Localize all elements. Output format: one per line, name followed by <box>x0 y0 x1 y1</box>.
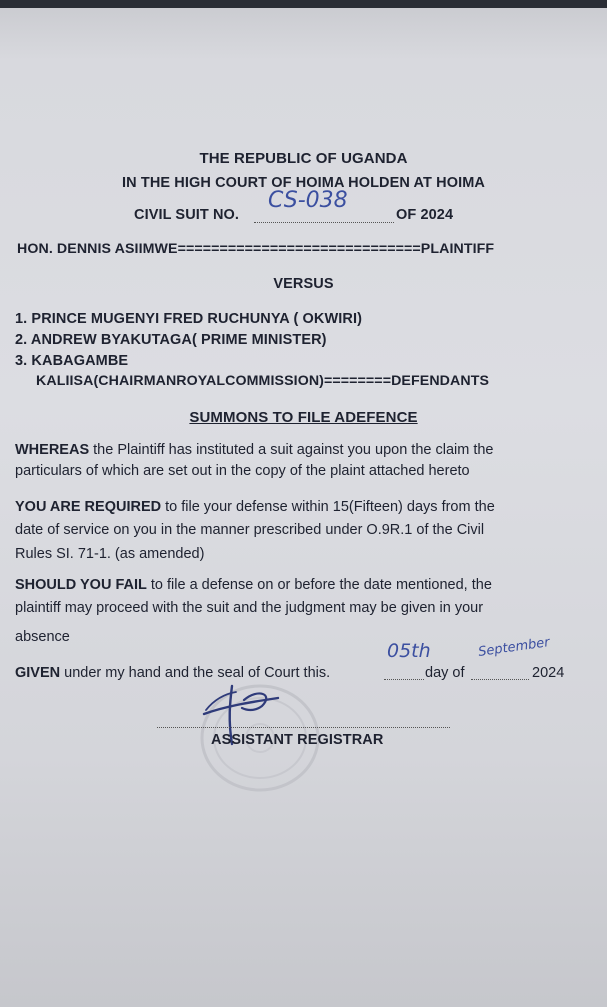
civil-suit-suffix: OF 2024 <box>396 207 454 223</box>
day-of-label: day of <box>425 665 465 681</box>
day-handwritten: 05th <box>387 640 431 662</box>
civil-suit-dotted-line <box>254 222 394 223</box>
fail-line-3: absence <box>15 629 70 645</box>
top-edge <box>0 0 607 8</box>
registrar-label: ASSISTANT REGISTRAR <box>211 732 384 748</box>
day-dotted-line <box>384 679 424 680</box>
defendant-2: 2. ANDREW BYAKUTAGA( PRIME MINISTER) <box>15 332 327 348</box>
republic-heading: THE REPUBLIC OF UGANDA <box>199 150 408 167</box>
civil-suit-number-handwritten: CS-038 <box>268 188 348 213</box>
summons-title: SUMMONS TO FILE ADEFENCE <box>189 409 418 426</box>
fail-line-1: SHOULD YOU FAIL to file a defense on or before the date mentioned, the <box>15 577 492 593</box>
fail-line-2: plaintiff may proceed with the suit and the judgment may be given in your <box>15 600 484 616</box>
civil-suit-prefix: CIVIL SUIT NO. <box>134 207 240 223</box>
required-line-2: date of service on you in the manner prescribed under O.9R.1 of the Civil <box>15 522 485 538</box>
year-label: 2024 <box>532 665 565 681</box>
defendant-3: 3. KABAGAMBE <box>15 353 129 369</box>
month-handwritten: September <box>477 635 551 660</box>
plaintiff-line: HON. DENNIS ASIIMWE=============================PLAINTIFF <box>17 241 495 257</box>
whereas-line-1: WHEREAS the Plaintiff has instituted a suit against you upon the claim the <box>15 442 494 458</box>
month-dotted-line <box>471 679 529 680</box>
given-line: GIVEN under my hand and the seal of Court this. <box>15 665 331 681</box>
whereas-line-2: particulars of which are set out in the copy of the plaint attached hereto <box>15 463 470 479</box>
versus-heading: VERSUS <box>273 276 334 292</box>
signature-dotted-line <box>157 727 450 728</box>
defendant-1: 1. PRINCE MUGENYI FRED RUCHUNYA ( OKWIRI) <box>15 311 363 327</box>
defendant-3-cont: KALIISA(CHAIRMANROYALCOMMISSION)========DEFENDANTS <box>36 373 490 389</box>
court-heading: IN THE HIGH COURT OF HOIMA HOLDEN AT HOIMA <box>122 175 485 191</box>
required-line-1: YOU ARE REQUIRED to file your defense within 15(Fifteen) days from the <box>15 499 495 515</box>
required-line-3: Rules SI. 71-1. (as amended) <box>15 546 205 562</box>
